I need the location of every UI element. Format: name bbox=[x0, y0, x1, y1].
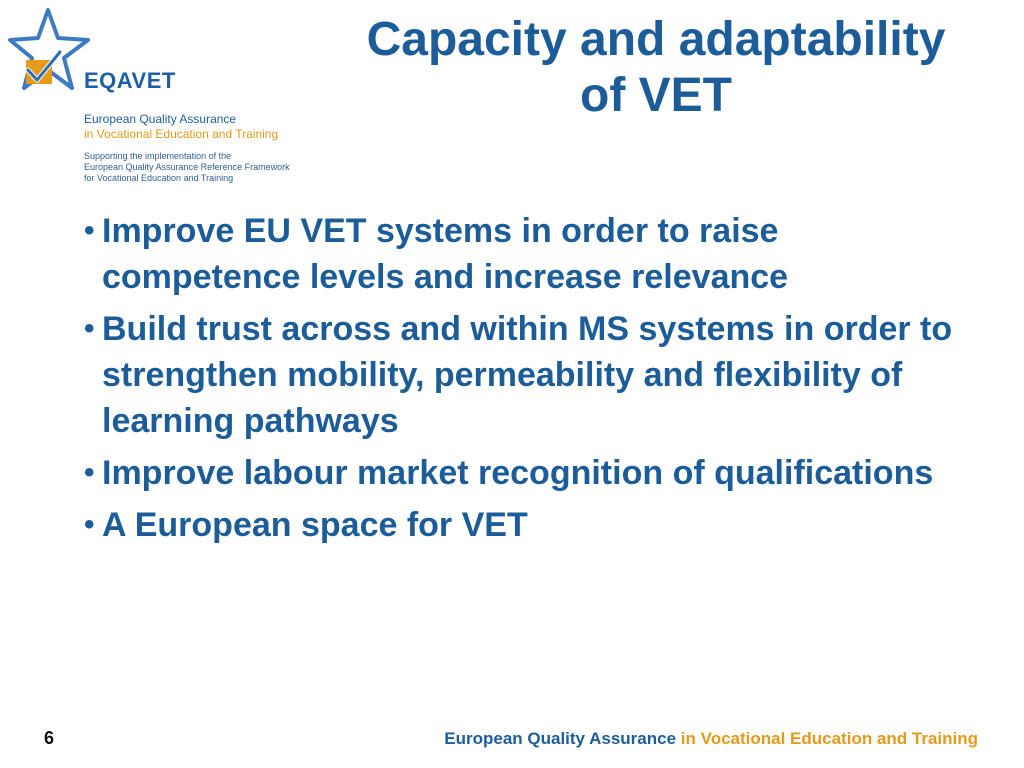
logo-subtext-line: Supporting the implementation of the bbox=[84, 151, 232, 161]
bullet-text: Improve EU VET systems in order to raise competence levels and increase relevance bbox=[102, 212, 789, 296]
footer-text-blue: European Quality Assurance bbox=[444, 729, 677, 748]
bullet-marker: • bbox=[84, 312, 95, 345]
bullet-text: Improve labour market recognition of qualifications bbox=[102, 454, 934, 492]
footer-text-orange: in Vocational Education and Training bbox=[680, 729, 978, 748]
slide-title bbox=[300, 12, 1012, 124]
logo-tagline-1: European Quality Assurance bbox=[84, 112, 237, 126]
bullet-text: Build trust across and within MS systems in order to strengthen mobility, permeability and flexibility of learning pathways bbox=[102, 310, 953, 440]
bullet-marker: • bbox=[84, 456, 95, 489]
logo-subtext bbox=[84, 151, 290, 184]
bullet-list bbox=[84, 208, 984, 554]
eqavet-logo bbox=[6, 4, 306, 188]
star-check-icon bbox=[6, 4, 96, 100]
slide-title-line-2: of VET bbox=[580, 69, 732, 122]
bullet-marker: • bbox=[84, 508, 95, 541]
logo-tagline-2: in Vocational Education and Training bbox=[84, 127, 279, 141]
bullet-text: A European space for VET bbox=[102, 506, 528, 544]
bullet-item bbox=[84, 208, 984, 300]
bullet-marker: • bbox=[84, 214, 95, 247]
bullet-item bbox=[84, 450, 984, 496]
bullet-item bbox=[84, 502, 984, 548]
footer-text bbox=[444, 729, 978, 749]
logo-subtext-line: European Quality Assurance Reference Framework bbox=[84, 162, 290, 172]
page-number: 6 bbox=[44, 728, 55, 748]
logo-subtext-line: for Vocational Education and Training bbox=[84, 173, 234, 183]
logo-wordmark: EQAVET bbox=[84, 68, 176, 93]
slide-title-line-1: Capacity and adaptability bbox=[366, 13, 946, 66]
bullet-item bbox=[84, 306, 984, 444]
